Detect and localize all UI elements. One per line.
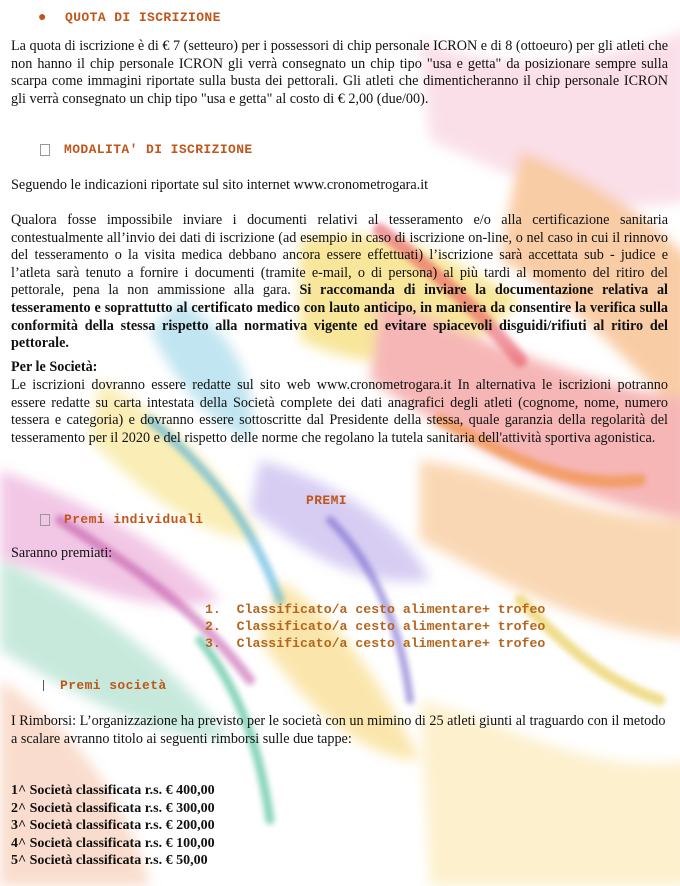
premi-heading: PREMI — [306, 493, 348, 508]
quota-heading-row — [38, 9, 221, 26]
rimborsi-paragraph: I Rimborsi: L’organizzazione ha previsto per le società con un mimino di 25 atleti giunti al traguardo con il metodo a scalare avranno titolo ai seguenti rimborsi sulle due tappe: — [11, 713, 666, 747]
list-item: 3^ Società classificata r.s. € 200,00 — [11, 818, 215, 834]
list-item: 1^ Società classificata r.s. € 400,00 — [11, 783, 215, 798]
list-item: 3. Classificato/a cesto alimentare+ trofeo — [205, 636, 546, 652]
reimbursements-list — [11, 782, 215, 870]
quota-paragraph: La quota di iscrizione è di € 7 (setteuro) per i possessori di chip personale ICRON e di 8 (ottoeuro) per gli atleti che non hanno il chip personale ICRON gli verrà consegnato un chip tipo "usa e getta" da posizionare sempre sulla scarpa come immagini riportate sulla busta dei pettorali. Gli atleti che dimenticheranno il chip personale ICRON gli verrà consegnato un chip tipo "usa e getta" al costo di € 2,00 (due/00). — [11, 38, 668, 107]
bullet-dot-icon: ● — [38, 10, 47, 25]
checkbox-bullet-icon — [40, 144, 50, 156]
modalita-intro: Seguendo le indicazioni riportate sul sito internet www.cronometrogara.it — [11, 177, 429, 193]
modalita-heading: MODALITA' DI ISCRIZIONE — [64, 142, 253, 157]
premiati-label: Saranno premiati: — [11, 545, 113, 561]
societa-paragraph: Le iscrizioni dovranno essere redatte sul sito web www.cronometrogara.it In alternativa le iscrizioni potranno essere redatte su carta intestata della Società complete dei dati anagrafici degli atleti (cognome, nome, numero tessera e categoria) e dovranno essere sottoscritte dal Presidente della stessa, quale garanzia della regolarità del tesseramento per il 2020 e del rispetto delle norme che regolano la tutela sanitaria dell'attività sportiva agonistica. — [11, 377, 668, 446]
premi-individuali-heading: Premi individuali — [64, 512, 204, 527]
checkbox-bullet-icon — [40, 514, 50, 526]
modalita-text-bold: Si raccomanda di inviare la documentazione relativa al tesseramento e soprattutto al certificato medico con lauto anticipo, in maniera da consentire la verifica sulla conformità della stessa rispetto alla normativa vigente ed evitare spiacevoli disguidi/rifiuti al ritiro del pettorale. — [11, 282, 668, 352]
societa-label: Per le Società: — [11, 359, 98, 375]
quota-heading: QUOTA DI ISCRIZIONE — [65, 10, 221, 25]
premi-individuali-row — [40, 511, 203, 528]
modalita-heading-row — [40, 141, 253, 158]
bar-bullet-icon — [43, 680, 44, 691]
individual-prizes-list — [205, 601, 545, 653]
modalita-paragraph — [11, 212, 668, 353]
list-item: 2^ Società classificata r.s. € 300,00 — [11, 800, 215, 816]
list-item: 4^ Società classificata r.s. € 100,00 — [11, 835, 215, 851]
modalita-text-regular: Qualora fosse impossibile inviare i documenti relativi al tesseramento e/o alla certificazione sanitaria contestualmente all’invio dei dati di iscrizione (ad esempio in caso di iscrizione on-line, o nel caso in cui il rinnovo del tesseramento o la visita medica debbano ancora essere effettuati) l’iscrizione sarà accettata sub - judice e l’atleta sarà tenuto a fornire i documenti (tramite e-mail, o di persona) al più tardi al momento del ritiro del pettorale, pena la non ammissione alla gara. — [11, 212, 668, 299]
premi-societa-heading: Premi società — [60, 678, 167, 693]
list-item: 1. Classificato/a cesto alimentare+ trofeo — [205, 602, 546, 617]
list-item: 2. Classificato/a cesto alimentare+ trofeo — [205, 619, 546, 635]
premi-societa-row — [43, 677, 167, 694]
list-item: 5^ Società classificata r.s. € 50,00 — [11, 853, 208, 869]
